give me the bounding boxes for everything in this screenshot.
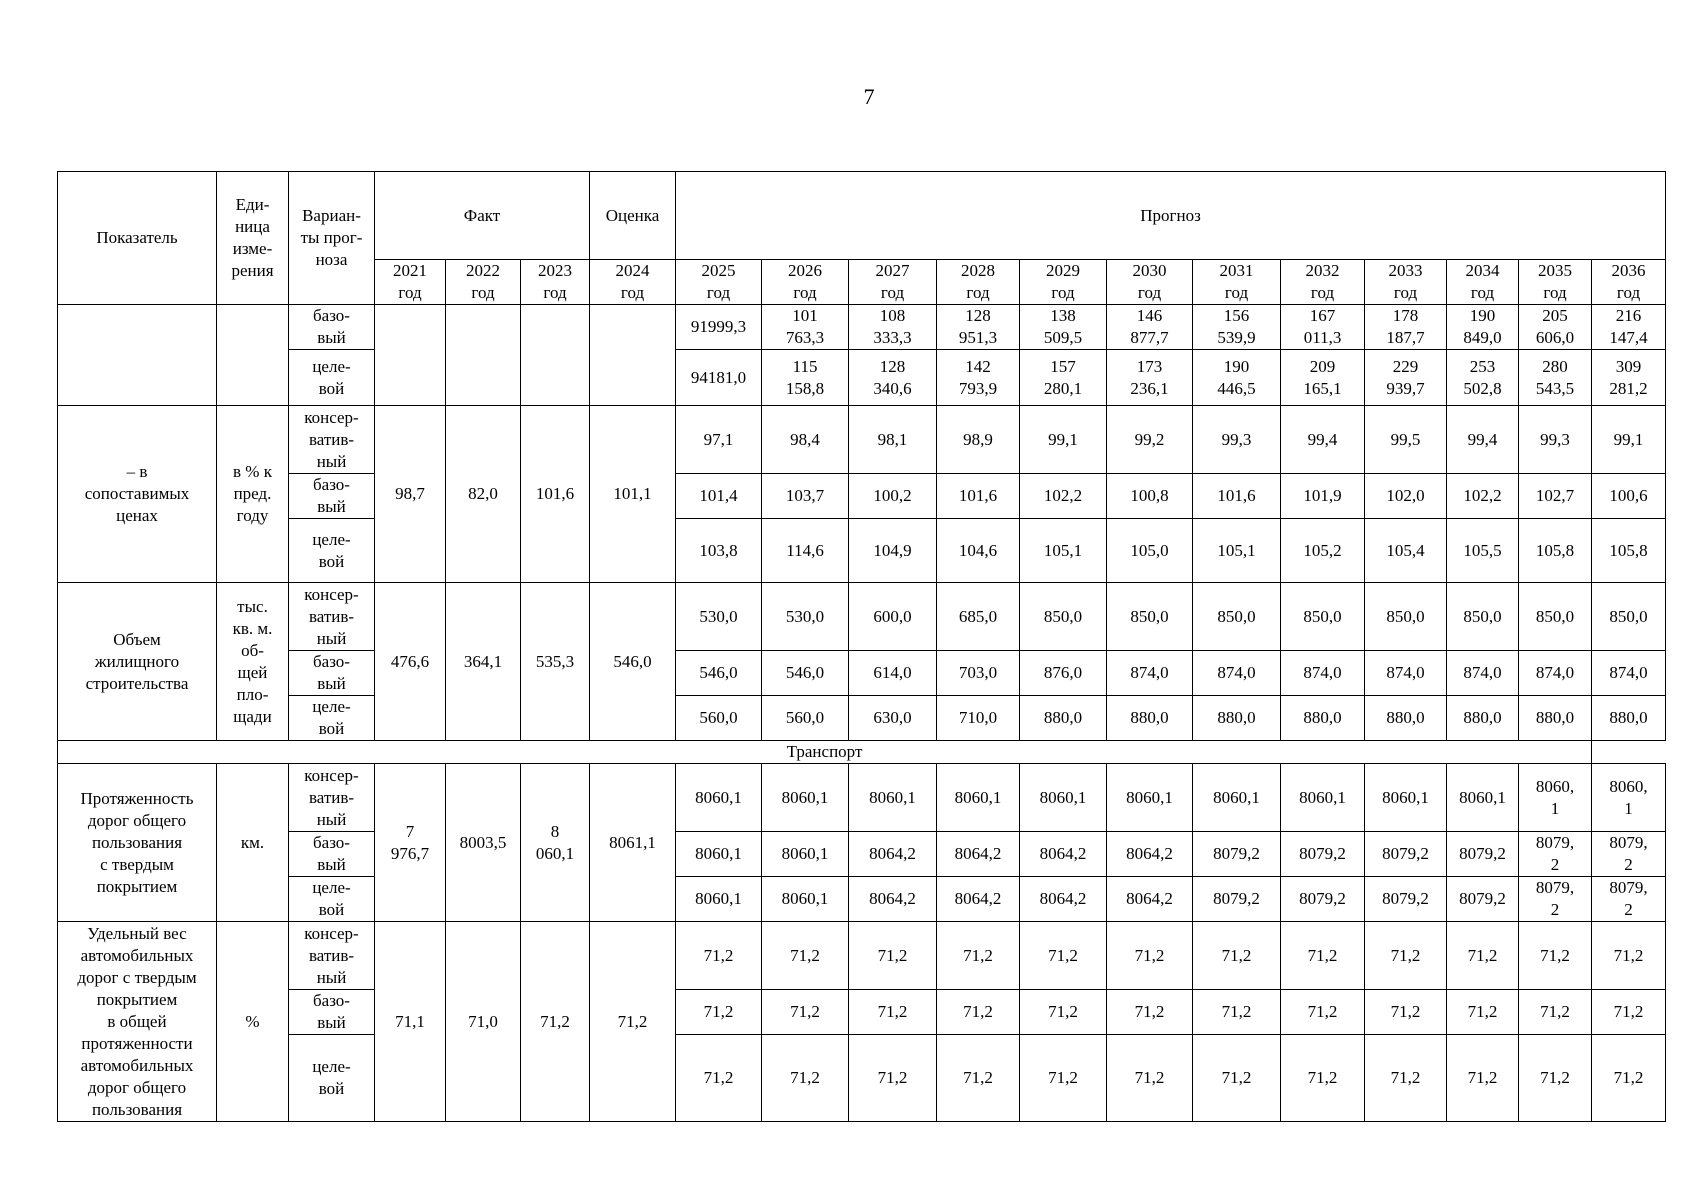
table-row — [58, 474, 1666, 519]
forecast-value: 71,2 — [849, 1035, 937, 1122]
header-year: 2024 год — [590, 260, 676, 305]
forecast-value: 98,9 — [937, 406, 1020, 474]
forecast-value: 850,0 — [1281, 583, 1365, 651]
unit-label: % — [217, 922, 289, 1122]
forecast-value: 874,0 — [1519, 651, 1592, 696]
forecast-value: 8060,1 — [762, 764, 849, 832]
unit-cell — [217, 305, 289, 406]
forecast-value: 229 939,7 — [1365, 350, 1447, 406]
header-year: 2036 год — [1592, 260, 1666, 305]
forecast-value: 108 333,3 — [849, 305, 937, 350]
forecast-value: 8060,1 — [1107, 764, 1193, 832]
forecast-value: 105,8 — [1519, 519, 1592, 583]
forecast-value: 71,2 — [762, 1035, 849, 1122]
forecast-value: 190 849,0 — [1447, 305, 1519, 350]
fact-value — [590, 305, 676, 406]
forecast-value: 8064,2 — [1107, 877, 1193, 922]
variant-label: целе- вой — [289, 350, 375, 406]
forecast-value: 8064,2 — [937, 877, 1020, 922]
fact-value: 71,1 — [375, 922, 446, 1122]
table-row — [58, 583, 1666, 651]
forecast-value: 874,0 — [1592, 651, 1666, 696]
forecast-value: 8060,1 — [1020, 764, 1107, 832]
forecast-value: 71,2 — [1193, 990, 1281, 1035]
forecast-value: 8060,1 — [849, 764, 937, 832]
forecast-value: 71,2 — [762, 922, 849, 990]
forecast-value: 100,8 — [1107, 474, 1193, 519]
forecast-value: 874,0 — [1447, 651, 1519, 696]
forecast-value: 546,0 — [676, 651, 762, 696]
indicator-label: Объем жилищного строительства — [58, 583, 217, 741]
forecast-value: 71,2 — [1281, 990, 1365, 1035]
table-row — [58, 764, 1666, 832]
forecast-value: 8060,1 — [676, 832, 762, 877]
forecast-value: 101,6 — [937, 474, 1020, 519]
header-fact: Факт — [375, 172, 590, 260]
forecast-value: 880,0 — [1592, 696, 1666, 741]
forecast-value: 71,2 — [1107, 990, 1193, 1035]
forecast-value: 8079, 2 — [1519, 832, 1592, 877]
indicator-cell — [58, 305, 217, 406]
header-year: 2034 год — [1447, 260, 1519, 305]
header-year: 2030 год — [1107, 260, 1193, 305]
forecast-value: 156 539,9 — [1193, 305, 1281, 350]
fact-value: 98,7 — [375, 406, 446, 583]
forecast-value: 71,2 — [1519, 1035, 1592, 1122]
forecast-value: 71,2 — [1447, 922, 1519, 990]
fact-value: 7 976,7 — [375, 764, 446, 922]
forecast-value: 8079,2 — [1193, 832, 1281, 877]
unit-label: в % к пред. году — [217, 406, 289, 583]
forecast-value: 8079, 2 — [1519, 877, 1592, 922]
forecast-value: 850,0 — [1592, 583, 1666, 651]
variant-label: консер- ватив- ный — [289, 922, 375, 990]
forecast-value: 190 446,5 — [1193, 350, 1281, 406]
forecast-value: 8079,2 — [1193, 877, 1281, 922]
variant-label: консер- ватив- ный — [289, 583, 375, 651]
forecast-value: 209 165,1 — [1281, 350, 1365, 406]
forecast-value: 71,2 — [1020, 1035, 1107, 1122]
forecast-value: 8060,1 — [937, 764, 1020, 832]
forecast-value: 100,2 — [849, 474, 937, 519]
forecast-value: 71,2 — [1020, 990, 1107, 1035]
forecast-value: 600,0 — [849, 583, 937, 651]
variant-label: базо- вый — [289, 474, 375, 519]
forecast-value: 71,2 — [762, 990, 849, 1035]
forecast-value: 880,0 — [1519, 696, 1592, 741]
forecast-value: 8064,2 — [1020, 832, 1107, 877]
forecast-value: 8060, 1 — [1519, 764, 1592, 832]
forecast-value: 710,0 — [937, 696, 1020, 741]
forecast-value: 8064,2 — [1020, 877, 1107, 922]
forecast-value: 102,2 — [1447, 474, 1519, 519]
forecast-value: 205 606,0 — [1519, 305, 1592, 350]
header-estimate: Оценка — [590, 172, 676, 260]
variant-label: базо- вый — [289, 832, 375, 877]
forecast-value: 101 763,3 — [762, 305, 849, 350]
forecast-value: 128 951,3 — [937, 305, 1020, 350]
header-year: 2032 год — [1281, 260, 1365, 305]
header-year: 2026 год — [762, 260, 849, 305]
forecast-value: 71,2 — [1193, 1035, 1281, 1122]
indicator-label: – в сопоставимых ценах — [58, 406, 217, 583]
forecast-value: 98,1 — [849, 406, 937, 474]
forecast-value: 71,2 — [1447, 990, 1519, 1035]
forecast-value: 71,2 — [1365, 1035, 1447, 1122]
forecast-value: 101,9 — [1281, 474, 1365, 519]
forecast-value: 850,0 — [1193, 583, 1281, 651]
forecast-value: 71,2 — [1365, 990, 1447, 1035]
fact-value: 82,0 — [446, 406, 521, 583]
variant-label: целе- вой — [289, 696, 375, 741]
fact-value: 535,3 — [521, 583, 590, 741]
forecast-value: 71,2 — [1107, 1035, 1193, 1122]
forecast-value: 71,2 — [937, 990, 1020, 1035]
forecast-value: 880,0 — [1020, 696, 1107, 741]
forecast-value: 71,2 — [1281, 922, 1365, 990]
forecast-value: 8079,2 — [1447, 832, 1519, 877]
forecast-value: 71,2 — [1592, 990, 1666, 1035]
forecast-value: 99,3 — [1519, 406, 1592, 474]
forecast-value: 880,0 — [1281, 696, 1365, 741]
forecast-value: 8060,1 — [1365, 764, 1447, 832]
variant-label: консер- ватив- ный — [289, 764, 375, 832]
forecast-value: 8060,1 — [762, 832, 849, 877]
forecast-value: 101,4 — [676, 474, 762, 519]
forecast-value: 105,4 — [1365, 519, 1447, 583]
forecast-value: 99,2 — [1107, 406, 1193, 474]
forecast-value: 101,6 — [1193, 474, 1281, 519]
forecast-value: 71,2 — [1020, 922, 1107, 990]
forecast-value: 850,0 — [1107, 583, 1193, 651]
forecast-value: 115 158,8 — [762, 350, 849, 406]
forecast-value: 103,8 — [676, 519, 762, 583]
forecast-value: 309 281,2 — [1592, 350, 1666, 406]
estimate-value: 546,0 — [590, 583, 676, 741]
forecast-value: 71,2 — [1365, 922, 1447, 990]
header-forecast: Прогноз — [676, 172, 1666, 260]
variant-label: целе- вой — [289, 877, 375, 922]
forecast-value: 8060,1 — [1447, 764, 1519, 832]
forecast-value: 216 147,4 — [1592, 305, 1666, 350]
forecast-value: 880,0 — [1447, 696, 1519, 741]
table-row — [58, 305, 1666, 350]
forecast-value: 99,5 — [1365, 406, 1447, 474]
variant-label: базо- вый — [289, 990, 375, 1035]
page-number: 7 — [863, 84, 875, 109]
forecast-value: 8079,2 — [1365, 877, 1447, 922]
forecast-value: 102,7 — [1519, 474, 1592, 519]
estimate-value: 71,2 — [590, 922, 676, 1122]
forecast-value: 8064,2 — [937, 832, 1020, 877]
header-year: 2023 год — [521, 260, 590, 305]
indicator-label: Протяженность дорог общего пользования с твердым покрытием — [58, 764, 217, 922]
section-transport: Транспорт — [58, 741, 1592, 764]
unit-label: тыс. кв. м. об- щей пло- щади — [217, 583, 289, 741]
forecast-value: 142 793,9 — [937, 350, 1020, 406]
header-indicator: Показатель — [58, 172, 217, 305]
fact-value — [375, 305, 446, 406]
forecast-value: 99,3 — [1193, 406, 1281, 474]
forecast-value: 71,2 — [1193, 922, 1281, 990]
forecast-value: 99,1 — [1020, 406, 1107, 474]
forecast-value: 71,2 — [937, 922, 1020, 990]
forecast-value: 71,2 — [1447, 1035, 1519, 1122]
forecast-value: 8060,1 — [676, 877, 762, 922]
fact-value: 71,0 — [446, 922, 521, 1122]
fact-value: 8003,5 — [446, 764, 521, 922]
header-year: 2025 год — [676, 260, 762, 305]
forecast-value: 138 509,5 — [1020, 305, 1107, 350]
forecast-value: 8079, 2 — [1592, 877, 1666, 922]
header-variants: Вариан- ты прог- ноза — [289, 172, 375, 305]
indicator-label: Удельный вес автомобильных дорог с твердым покрытием в общей протяженности автомобильных дорог общего пользования — [58, 922, 217, 1122]
forecast-value: 630,0 — [849, 696, 937, 741]
forecast-value: 8060,1 — [762, 877, 849, 922]
forecast-value: 114,6 — [762, 519, 849, 583]
forecast-value: 71,2 — [676, 990, 762, 1035]
header-unit: Еди- ница изме- рения — [217, 172, 289, 305]
table-row — [58, 1035, 1666, 1122]
table-row — [58, 922, 1666, 990]
forecast-value: 880,0 — [1365, 696, 1447, 741]
variant-label: базо- вый — [289, 305, 375, 350]
forecast-value: 685,0 — [937, 583, 1020, 651]
forecast-value: 71,2 — [849, 922, 937, 990]
forecast-value: 105,1 — [1020, 519, 1107, 583]
forecast-value: 850,0 — [1447, 583, 1519, 651]
variant-label: целе- вой — [289, 519, 375, 583]
forecast-value: 71,2 — [1281, 1035, 1365, 1122]
forecast-value: 71,2 — [1519, 922, 1592, 990]
forecast-value: 97,1 — [676, 406, 762, 474]
table-row — [58, 651, 1666, 696]
header-row — [58, 172, 1666, 260]
forecast-value: 546,0 — [762, 651, 849, 696]
forecast-value: 128 340,6 — [849, 350, 937, 406]
variant-label: консер- ватив- ный — [289, 406, 375, 474]
forecast-value: 105,2 — [1281, 519, 1365, 583]
table-row — [58, 696, 1666, 741]
table-row — [58, 519, 1666, 583]
forecast-value: 8064,2 — [849, 832, 937, 877]
forecast-value: 146 877,7 — [1107, 305, 1193, 350]
forecast-value: 105,5 — [1447, 519, 1519, 583]
fact-value: 476,6 — [375, 583, 446, 741]
forecast-value: 103,7 — [762, 474, 849, 519]
fact-value — [446, 305, 521, 406]
forecast-value: 530,0 — [676, 583, 762, 651]
forecast-value: 703,0 — [937, 651, 1020, 696]
forecast-value: 874,0 — [1365, 651, 1447, 696]
table-row — [58, 832, 1666, 877]
table-row — [58, 877, 1666, 922]
header-year: 2028 год — [937, 260, 1020, 305]
forecast-value: 71,2 — [937, 1035, 1020, 1122]
forecast-value: 280 543,5 — [1519, 350, 1592, 406]
forecast-value: 102,2 — [1020, 474, 1107, 519]
forecast-value: 8060, 1 — [1592, 764, 1666, 832]
forecast-value: 880,0 — [1107, 696, 1193, 741]
forecast-value: 98,4 — [762, 406, 849, 474]
forecast-value: 874,0 — [1193, 651, 1281, 696]
header-year: 2022 год — [446, 260, 521, 305]
forecast-value: 8079,2 — [1281, 832, 1365, 877]
forecast-value: 105,1 — [1193, 519, 1281, 583]
forecast-value: 8064,2 — [849, 877, 937, 922]
forecast-value: 8079,2 — [1281, 877, 1365, 922]
forecast-value: 105,0 — [1107, 519, 1193, 583]
forecast-value: 99,4 — [1281, 406, 1365, 474]
forecast-value: 173 236,1 — [1107, 350, 1193, 406]
forecast-value: 874,0 — [1281, 651, 1365, 696]
estimate-value: 8061,1 — [590, 764, 676, 922]
forecast-value: 8060,1 — [676, 764, 762, 832]
forecast-value: 614,0 — [849, 651, 937, 696]
forecast-value: 71,2 — [1592, 1035, 1666, 1122]
header-year: 2035 год — [1519, 260, 1592, 305]
header-year: 2027 год — [849, 260, 937, 305]
fact-value: 101,6 — [521, 406, 590, 583]
fact-value — [521, 305, 590, 406]
fact-value: 71,2 — [521, 922, 590, 1122]
forecast-value: 157 280,1 — [1020, 350, 1107, 406]
header-year: 2033 год — [1365, 260, 1447, 305]
forecast-value: 105,8 — [1592, 519, 1666, 583]
forecast-value: 178 187,7 — [1365, 305, 1447, 350]
forecast-value: 8064,2 — [1107, 832, 1193, 877]
forecast-value: 71,2 — [676, 1035, 762, 1122]
forecast-value: 102,0 — [1365, 474, 1447, 519]
forecast-value: 850,0 — [1519, 583, 1592, 651]
forecast-value: 850,0 — [1365, 583, 1447, 651]
forecast-value: 104,9 — [849, 519, 937, 583]
forecast-value: 8060,1 — [1281, 764, 1365, 832]
forecast-value: 94181,0 — [676, 350, 762, 406]
header-year: 2029 год — [1020, 260, 1107, 305]
forecast-value: 8060,1 — [1193, 764, 1281, 832]
forecast-value: 100,6 — [1592, 474, 1666, 519]
forecast-value: 874,0 — [1107, 651, 1193, 696]
section-row — [58, 741, 1666, 764]
forecast-value: 91999,3 — [676, 305, 762, 350]
table-row — [58, 350, 1666, 406]
forecast-value: 99,4 — [1447, 406, 1519, 474]
variant-label: целе- вой — [289, 1035, 375, 1122]
table-row — [58, 406, 1666, 474]
fact-value: 8 060,1 — [521, 764, 590, 922]
unit-label: км. — [217, 764, 289, 922]
forecast-value: 71,2 — [1592, 922, 1666, 990]
forecast-value: 530,0 — [762, 583, 849, 651]
forecast-table — [57, 171, 1666, 1122]
fact-value: 364,1 — [446, 583, 521, 741]
forecast-value: 71,2 — [1519, 990, 1592, 1035]
forecast-value: 560,0 — [762, 696, 849, 741]
forecast-value: 104,6 — [937, 519, 1020, 583]
forecast-value: 71,2 — [849, 990, 937, 1035]
estimate-value: 101,1 — [590, 406, 676, 583]
header-year: 2021 год — [375, 260, 446, 305]
table-row — [58, 990, 1666, 1035]
forecast-value: 71,2 — [1107, 922, 1193, 990]
forecast-value: 560,0 — [676, 696, 762, 741]
variant-label: базо- вый — [289, 651, 375, 696]
forecast-value: 8079,2 — [1447, 877, 1519, 922]
forecast-value: 876,0 — [1020, 651, 1107, 696]
forecast-value: 71,2 — [676, 922, 762, 990]
forecast-value: 850,0 — [1020, 583, 1107, 651]
forecast-value: 8079,2 — [1365, 832, 1447, 877]
forecast-value: 253 502,8 — [1447, 350, 1519, 406]
forecast-value: 880,0 — [1193, 696, 1281, 741]
forecast-value: 8079, 2 — [1592, 832, 1666, 877]
forecast-value: 99,1 — [1592, 406, 1666, 474]
header-year: 2031 год — [1193, 260, 1281, 305]
forecast-value: 167 011,3 — [1281, 305, 1365, 350]
